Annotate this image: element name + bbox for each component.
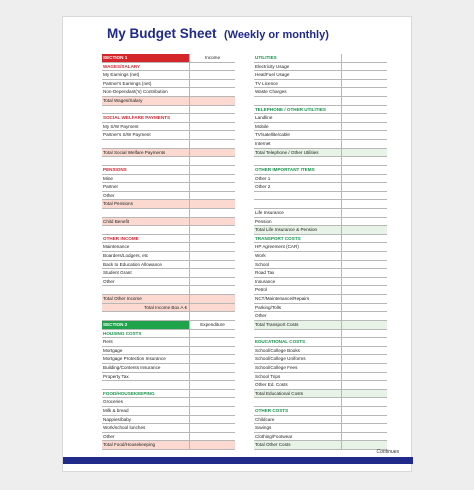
amount-cell[interactable] [190,261,235,269]
amount-cell[interactable] [342,364,387,372]
page-title [107,25,329,43]
table-row [102,424,235,433]
amount-cell[interactable] [342,347,387,355]
amount-cell [190,286,235,294]
row-label: Boarders/Lodgers, etc [102,252,190,260]
row-label: EDUCATIONAL COSTS [254,338,342,346]
table-row [254,424,387,433]
table-row [254,97,387,106]
amount-cell[interactable] [342,131,387,139]
table-row [102,261,235,270]
amount-cell[interactable] [342,381,387,389]
table-row [102,183,235,192]
amount-cell[interactable] [190,200,235,208]
row-label [254,200,342,208]
amount-cell[interactable] [190,243,235,251]
table-row [102,269,235,278]
amount-cell [190,381,235,389]
row-label: SECTION 2 [102,321,190,329]
row-label: Petrol [254,286,342,294]
amount-cell[interactable] [342,390,387,398]
amount-cell[interactable] [342,226,387,234]
row-label: Child Benefit [102,218,190,226]
table-row [102,235,235,244]
table-row [102,381,235,390]
amount-cell[interactable] [190,433,235,441]
table-row [254,123,387,132]
table-row [102,157,235,166]
row-label: Non-Dependant('s) Contribution [102,88,190,96]
table-row [102,304,235,313]
table-row [102,286,235,295]
row-label: TRANSPORT COSTS [254,235,342,243]
table-row [102,355,235,364]
table-row [102,416,235,425]
table-row [102,166,235,175]
row-label: Milk & bread [102,407,190,415]
amount-cell[interactable] [190,347,235,355]
table-row [254,149,387,158]
row-label: School [254,261,342,269]
row-label: Road Tax [254,269,342,277]
amount-cell[interactable] [342,321,387,329]
title-main: My Budget Sheet [107,26,217,41]
amount-cell [190,390,235,398]
row-label: Parking/Tolls [254,304,342,312]
amount-cell [342,166,387,174]
amount-cell [342,330,387,338]
row-label: NCT/Maintenance/Repairs [254,295,342,303]
row-label: HP Agreement (CAR) [254,243,342,251]
amount-cell[interactable] [190,269,235,277]
amount-cell[interactable] [342,114,387,122]
row-label: WAGES/SALARY [102,63,190,71]
row-label: Total Transport Costs [254,321,342,329]
row-label [102,286,190,294]
row-label: Other Ed. Costs [254,381,342,389]
amount-cell[interactable] [190,131,235,139]
column-heading: Income [204,55,221,60]
table-row [102,347,235,356]
table-row [102,106,235,115]
amount-cell[interactable] [342,416,387,424]
amount-cell[interactable] [190,123,235,131]
table-row [254,63,387,72]
amount-cell[interactable] [342,209,387,217]
row-label: PENSIONS [102,166,190,174]
table-row [102,398,235,407]
amount-cell[interactable] [190,416,235,424]
row-label: Groceries [102,398,190,406]
row-label [254,157,342,165]
table-row [254,390,387,399]
amount-cell [342,407,387,415]
amount-cell[interactable] [342,88,387,96]
table-row [254,304,387,313]
table-row [254,330,387,339]
amount-cell [342,97,387,105]
amount-cell[interactable] [190,192,235,200]
amount-cell [342,200,387,208]
amount-cell [190,226,235,234]
table-row [254,416,387,425]
table-row [102,252,235,261]
amount-cell[interactable] [190,373,235,381]
row-label: Savings [254,424,342,432]
amount-cell[interactable] [342,183,387,191]
table-row [102,97,235,106]
row-label: Total Pensions [102,200,190,208]
row-label: My Earnings (net) [102,71,190,79]
row-label: OTHER INCOME [102,235,190,243]
row-label: Total Life Insurance & Pension [254,226,342,234]
table-row [102,278,235,287]
row-label: School Trips [254,373,342,381]
table-row [254,54,387,63]
amount-cell[interactable] [190,364,235,372]
row-label: Total Wages/Salary [102,97,190,105]
row-label: Work/school lunches [102,424,190,432]
amount-cell [342,398,387,406]
row-label: School/College Fees [254,364,342,372]
amount-cell[interactable] [190,218,235,226]
amount-cell [342,235,387,243]
amount-cell[interactable] [342,286,387,294]
row-label: SOCIAL WELFARE PAYMENTS [102,114,190,122]
table-row [254,278,387,287]
amount-cell[interactable] [190,175,235,183]
amount-cell[interactable] [190,71,235,79]
amount-cell [190,114,235,122]
row-label [102,106,190,114]
row-label: Partner [102,183,190,191]
row-label: TELEPHONE / OTHER UTILITIES [254,106,342,114]
table-row [102,407,235,416]
title-subtitle: (Weekly or monthly) [223,29,329,41]
table-row [254,373,387,382]
amount-cell[interactable] [342,269,387,277]
table-row [254,200,387,209]
table-row [254,80,387,89]
table-row [102,140,235,149]
amount-cell[interactable] [342,424,387,432]
amount-cell[interactable] [342,71,387,79]
table-row [102,149,235,158]
amount-cell[interactable] [342,295,387,303]
table-row [102,218,235,227]
row-label: FOOD/HOUSEKEEPING [102,390,190,398]
table-row [254,321,387,330]
table-row [102,312,235,321]
amount-cell[interactable] [342,312,387,320]
row-label [102,140,190,148]
table-row [254,71,387,80]
table-row [254,364,387,373]
row-label: Student Grant [102,269,190,277]
row-label [102,381,190,389]
amount-cell [190,330,235,338]
amount-cell[interactable] [190,252,235,260]
table-row [254,243,387,252]
table-row [254,106,387,115]
row-label: Property Tax [102,373,190,381]
row-label: Clothing/Footwear [254,433,342,441]
table-row [102,71,235,80]
row-label: Total Food/Housekeeping [102,441,190,449]
row-label: Landline [254,114,342,122]
row-label: OTHER COSTS [254,407,342,415]
amount-cell[interactable] [342,433,387,441]
row-label [102,312,190,320]
table-row [102,243,235,252]
table-row [254,295,387,304]
table-row [102,209,235,218]
row-label: Nappies/baby [102,416,190,424]
row-label [102,157,190,165]
row-label: Mortgage Protection Insurance [102,355,190,363]
amount-cell[interactable] [190,80,235,88]
table-row [254,286,387,295]
table-row [254,226,387,235]
table-row [102,295,235,304]
row-label: UTILITIES [254,54,342,62]
right-column-table [254,54,387,450]
table-row [102,364,235,373]
table-row [102,338,235,347]
table-row [254,183,387,192]
amount-cell [342,338,387,346]
amount-cell [190,166,235,174]
row-label: Other 1 [254,175,342,183]
amount-cell[interactable] [342,175,387,183]
row-label: SECTION 1 [102,54,190,62]
table-row [102,114,235,123]
row-label: Other [102,278,190,286]
amount-cell[interactable] [342,243,387,251]
amount-cell[interactable] [190,97,235,105]
amount-cell[interactable] [342,355,387,363]
table-row [254,433,387,442]
amount-cell[interactable] [342,373,387,381]
row-label: Pension [254,218,342,226]
amount-cell [190,63,235,71]
table-row [102,200,235,209]
amount-cell[interactable] [342,441,387,449]
amount-cell [190,312,235,320]
row-label: Back to Education Allowance [102,261,190,269]
table-row [254,398,387,407]
row-label [254,192,342,200]
table-row [102,54,235,63]
amount-cell[interactable] [342,63,387,71]
table-row [102,192,235,201]
row-label: TV Licence [254,80,342,88]
row-label: Total Telephone / Other Utilities [254,149,342,157]
amount-cell[interactable] [342,80,387,88]
left-column-table [102,54,235,450]
row-label: School/College Books [254,347,342,355]
row-label: Waste Charges [254,88,342,96]
table-row [102,390,235,399]
row-label: Other 2 [254,183,342,191]
table-row [254,407,387,416]
row-label: Insurance [254,278,342,286]
table-row [254,131,387,140]
row-label: Work [254,252,342,260]
amount-cell[interactable] [342,123,387,131]
row-label: My S/W Payment [102,123,190,131]
amount-cell[interactable] [342,149,387,157]
row-label: Internet [254,140,342,148]
amount-cell[interactable] [190,441,235,449]
column-heading: Expenditure [200,321,225,327]
row-label: Electricity Usage [254,63,342,71]
table-row [254,338,387,347]
amount-cell[interactable] [342,218,387,226]
table-row [102,175,235,184]
amount-cell[interactable] [342,278,387,286]
table-row [102,330,235,339]
row-label: Total Other Costs [254,441,342,449]
row-label: Building/Contents Insurance [102,364,190,372]
row-label [102,209,190,217]
amount-cell[interactable] [342,304,387,312]
amount-cell[interactable] [190,355,235,363]
row-label: TV/satellite/cable [254,131,342,139]
row-label: Partner's S/W Payment [102,131,190,139]
table-row [102,80,235,89]
amount-cell [342,157,387,165]
table-row [102,433,235,442]
row-label: Total Other Income [102,295,190,303]
amount-cell[interactable] [342,261,387,269]
row-label [102,226,190,234]
amount-cell[interactable] [190,304,235,312]
table-row [254,355,387,364]
row-label: School/College Uniforms [254,355,342,363]
row-label: Other [102,192,190,200]
table-row [102,123,235,132]
amount-cell [342,54,387,62]
row-label: Partner's Earnings (net) [102,80,190,88]
row-label: HOUSING COSTS [102,330,190,338]
table-row [254,381,387,390]
table-row [254,192,387,201]
table-row [254,269,387,278]
amount-cell [342,106,387,114]
amount-cell [190,106,235,114]
row-label: Other [254,312,342,320]
amount-cell[interactable] [190,338,235,346]
table-row [102,88,235,97]
table-row [102,321,235,330]
amount-cell[interactable] [190,88,235,96]
footer-bar [63,457,413,464]
table-row [102,63,235,72]
row-label [254,398,342,406]
row-label: Maintenance [102,243,190,251]
table-row [102,373,235,382]
amount-cell[interactable] [190,149,235,157]
row-label: Rent [102,338,190,346]
amount-cell[interactable] [190,295,235,303]
amount-cell[interactable] [190,398,235,406]
table-row [254,114,387,123]
table-row [254,218,387,227]
amount-cell [190,140,235,148]
row-label: Total Social Welfare Payments [102,149,190,157]
row-label: Childcare [254,416,342,424]
table-row [102,441,235,450]
table-row [102,226,235,235]
row-label: OTHER IMPORTANT ITEMS [254,166,342,174]
row-label: Mortgage [102,347,190,355]
row-label: Total Income Box A € [102,304,190,312]
amount-cell [190,209,235,217]
table-row [254,88,387,97]
row-label: Mobile [254,123,342,131]
row-label [254,330,342,338]
amount-cell [190,157,235,165]
amount-cell[interactable] [190,278,235,286]
amount-cell[interactable] [342,252,387,260]
table-row [254,347,387,356]
amount-cell [190,235,235,243]
row-label: Life Insurance [254,209,342,217]
row-label: Other [102,433,190,441]
amount-cell [342,192,387,200]
amount-cell[interactable] [190,424,235,432]
row-label: Mine [102,175,190,183]
budget-sheet-page [62,16,412,472]
table-row [254,261,387,270]
table-row [254,312,387,321]
table-row [254,252,387,261]
continues-label: Continues [376,449,399,455]
row-label: Heat/Fuel Usage [254,71,342,79]
amount-cell[interactable] [342,140,387,148]
row-label: Total Educational Costs [254,390,342,398]
table-row [254,140,387,149]
table-row [102,131,235,140]
table-row [254,235,387,244]
amount-cell[interactable] [190,407,235,415]
row-label [254,97,342,105]
table-row [254,441,387,450]
table-row [254,157,387,166]
table-row [254,166,387,175]
amount-cell[interactable] [190,183,235,191]
table-row [254,209,387,218]
table-row [254,175,387,184]
